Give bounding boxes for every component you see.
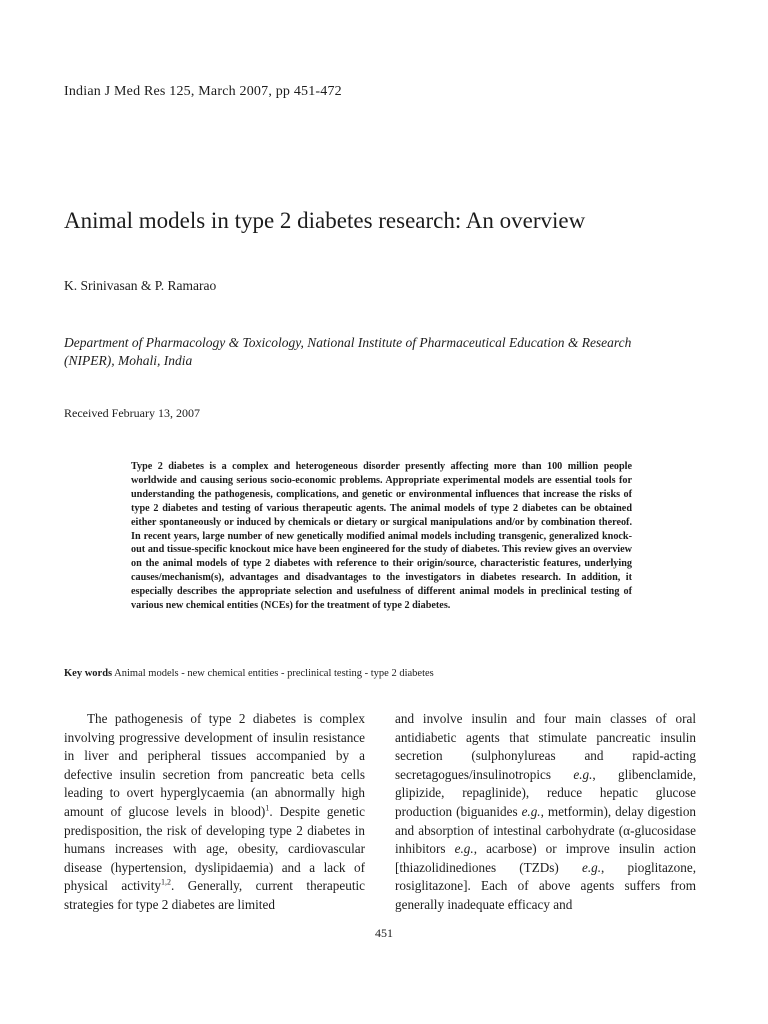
body-text: , metformin), delay digestion and absorption of intestinal carbohydrate (α-glucosidase inhibitors	[395, 803, 697, 857]
article-authors: K. Srinivasan & P. Ramarao	[64, 278, 217, 293]
eg-abbreviation: e.g.	[581, 859, 602, 875]
body-paragraph	[64, 710, 365, 915]
eg-abbreviation: e.g.	[521, 803, 541, 819]
body-column-left	[64, 710, 365, 915]
body-text: and involve insulin and four main classes of oral antidiabetic agents that stimulate pancreatic insulin secretion (sulphonylureas and rapid-acting secretagogues/insulinotropics	[395, 711, 696, 782]
body-text: . Generally, current therapeutic strategies for type 2 diabetes are limited	[64, 878, 365, 912]
reference-superscript: 1,2	[160, 877, 171, 887]
body-text: The pathogenesis of type 2 diabetes is complex involving progressive development of insulin resistance in liver and peripheral tissues accompanied by a defective insulin secretion from pancreatic beta cells leading to overt hyperglycaemia (an abnormally high amount of glucose levels in blood)	[64, 711, 365, 819]
body-text: , glibenclamide, glipizide, repaglinide), reduce hepatic glucose production (biguanides	[395, 766, 697, 819]
page-number: 451	[375, 926, 393, 940]
eg-abbreviation: e.g.	[454, 841, 474, 857]
keywords	[64, 668, 434, 679]
keywords-label: Key words	[64, 668, 113, 679]
keywords-text: Animal models - new chemical entities - preclinical testing - type 2 diabetes	[114, 668, 434, 679]
body-paragraph	[395, 710, 696, 915]
eg-abbreviation: e.g.	[573, 766, 593, 782]
body-text: . Despite genetic predisposition, the risk of developing type 2 diabetes in humans increases with age, obesity, cardiovascular disease (hypertension, dyslipidaemia) and a lack of physical activity	[64, 803, 366, 894]
body-text: , pioglitazone, rosiglitazone]. Each of above agents suffers from generally inadequate efficacy and	[395, 859, 696, 912]
body-column-right	[395, 710, 696, 915]
abstract: Type 2 diabetes is a complex and heterogeneous disorder presently affecting more than 100 million people worldwide and causing serious socio-economic problems. Appropriate experimental models are essential tools for understanding the pathogenesis, complications, and genetic or environmental influences that increase the risks of type 2 diabetes and testing of various therapeutic agents. The animal models of type 2 diabetes can be obtained either spontaneously or induced by chemicals or dietary or surgical manipulations and/or by combination thereof. In recent years, large number of new genetically modified animal models including transgenic, generalized knock-out and tissue-specific knockout mice have been engineered for the study of diabetes. This review gives an overview on the animal models of type 2 diabetes with reference to their origin/source, characteristic features, underlying causes/mechanism(s), advantages and disadvantages to the investigators in diabetes research. In addition, it especially describes the appropriate selection and usefulness of different animal models in preclinical testing of various new chemical entities (NCEs) for the treatment of type 2 diabetes.	[131, 461, 632, 612]
journal-citation: Indian J Med Res 125, March 2007, pp 451-472	[64, 84, 342, 99]
received-date: Received February 13, 2007	[64, 406, 200, 420]
reference-superscript: 1	[265, 803, 270, 813]
article-title: Animal models in type 2 diabetes research: An overview	[64, 208, 586, 233]
author-affiliation: Department of Pharmacology & Toxicology, National Institute of Pharmaceutical Education & Research (NIPER), Mohali, India	[64, 335, 632, 368]
body-text: , acarbose) or improve insulin action [thiazolidinediones (TZDs)	[395, 841, 696, 875]
